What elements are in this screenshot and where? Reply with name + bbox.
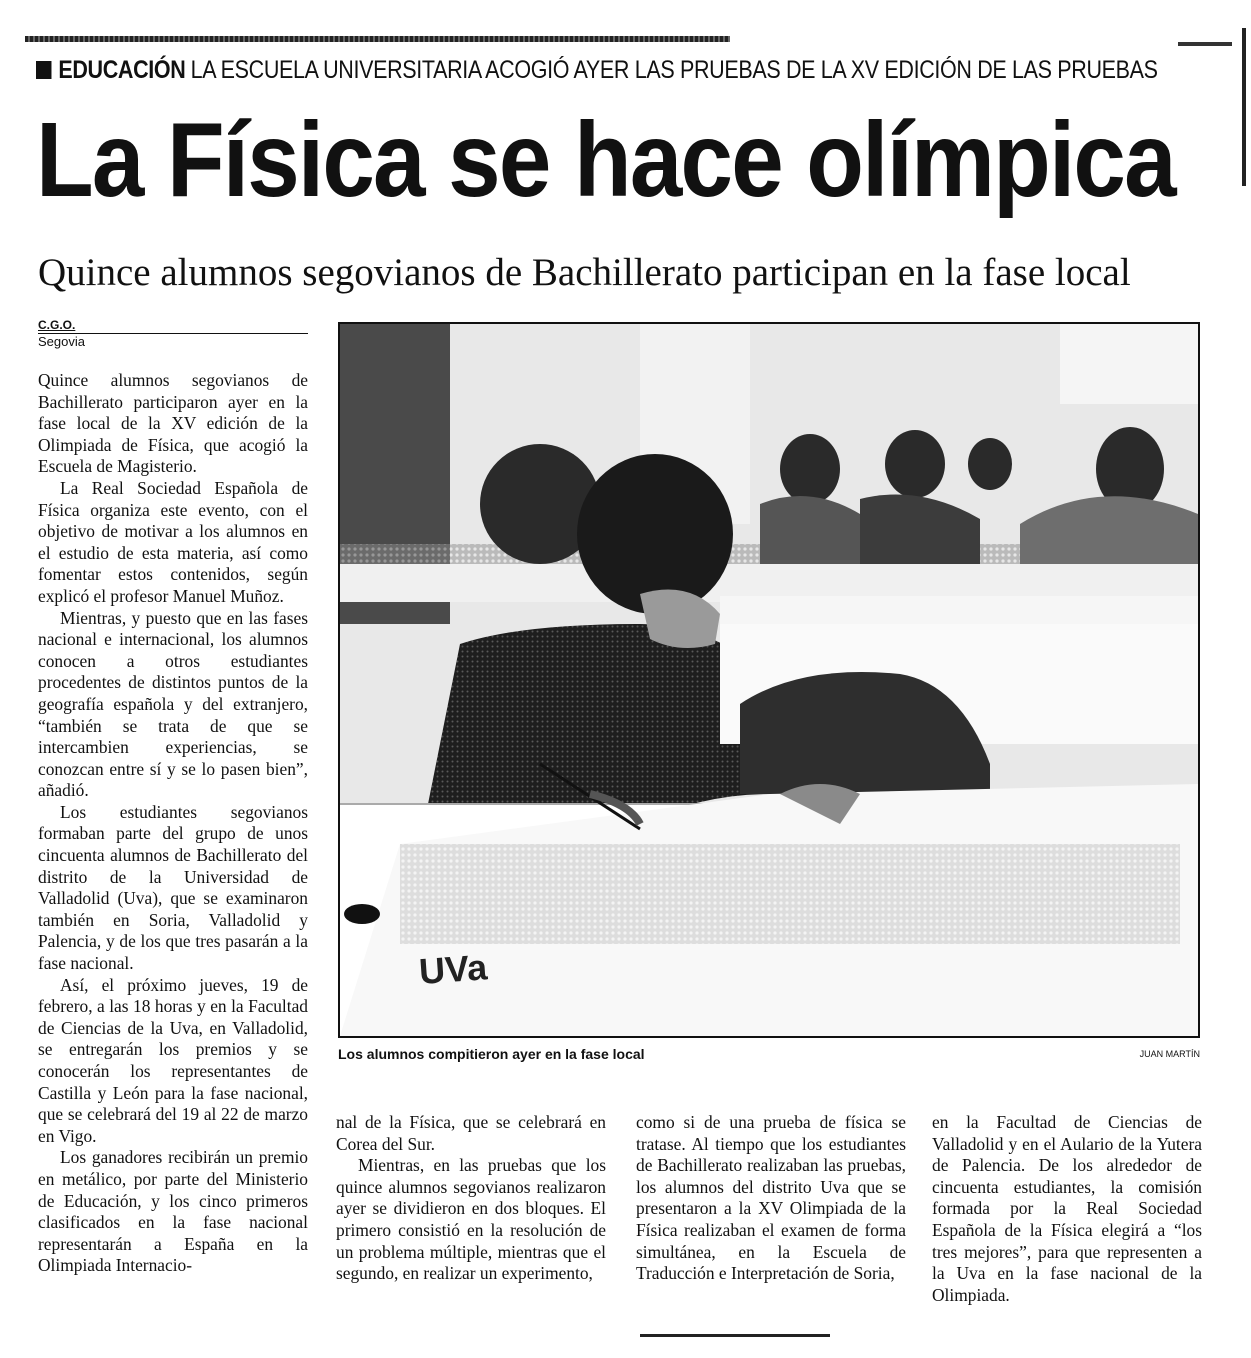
article-photo	[338, 322, 1200, 1038]
paragraph: La Real Sociedad Española de Física organiza este evento, con el objetivo de motivar a los alumnos en el estudio de esta materia, así como fomentar estos contenidos, según explicó el profesor Manuel Muñoz.	[38, 477, 308, 606]
photo-credit: JUAN MARTÍN	[1139, 1049, 1200, 1059]
top-rule-right	[1178, 42, 1232, 46]
byline	[38, 318, 308, 349]
paragraph: en la Facultad de Ciencias de Valladolid y en el Aulario de la Yutera de Palencia. De los alrededor de cincuenta estudiantes, la comisión formada por la Real Sociedad Española de la Física elegirá a “los tres mejores”, para que representen a la Uva en la fase nacional de la Olimpiada.	[932, 1112, 1202, 1305]
square-bullet-icon	[36, 61, 51, 79]
kicker	[36, 56, 1158, 85]
article-column-2	[336, 1112, 606, 1285]
headline: La Física se hace olímpica	[36, 101, 1175, 219]
article-column-3	[636, 1112, 906, 1285]
photo-caption-bar	[338, 1046, 1200, 1068]
paragraph: Mientras, y puesto que en las fases nacional e internacional, los alumnos conocen a otros estudiantes procedentes de distintos puntos de la geografía española y del extranjero, “también se trata de que se intercambien experiencias, se conozcan entre sí y se lo pasen bien”, añadió.	[38, 607, 308, 801]
page-edge	[1242, 28, 1246, 186]
photo-caption: Los alumnos compitieron ayer en la fase local	[338, 1046, 645, 1062]
article-column-4	[932, 1112, 1202, 1306]
paragraph: Mientras, en las pruebas que los quince alumnos segovianos realizaron ayer se dividieron en dos bloques. El primero consistió en la resolución de un problema múltiple, mientras que el segundo, en realizar un experimento,	[336, 1155, 606, 1284]
location: Segovia	[38, 333, 308, 349]
top-rule	[25, 36, 730, 42]
author: C.G.O.	[38, 318, 76, 332]
subheadline: Quince alumnos segovianos de Bachillerato participan en la fase local	[38, 251, 1131, 294]
paragraph: nal de la Física, que se celebrará en Corea del Sur.	[336, 1112, 606, 1154]
paragraph: Los ganadores recibirán un premio en metálico, por parte del Ministerio de Educación, y los cinco primeros clasificados en la fase nacional representarán a España en la Olimpiada Internacio-	[38, 1147, 308, 1276]
paragraph: Así, el próximo jueves, 19 de febrero, a las 18 horas y en la Facultad de Ciencias de la Uva, en Valladolid, se entregarán los premios y se conocerán los representantes de Castilla y León para la fase nacional, que se celebrará del 19 al 22 de marzo en Vigo.	[38, 974, 308, 1146]
article-column-1	[38, 370, 308, 1310]
section-label: EDUCACIÓN	[58, 56, 186, 84]
bottom-rule	[640, 1334, 830, 1337]
uva-logo: UVa	[417, 946, 489, 992]
paragraph: Quince alumnos segovianos de Bachillerato participaron ayer en la fase local de la XV edición de la Olimpiada de Física, que acogió la Escuela de Magisterio.	[38, 370, 308, 477]
paragraph: Los estudiantes segovianos formaban parte del grupo de unos cincuenta alumnos de Bachillerato del distrito de la Universidad de Valladolid (Uva), que se examinaron también en Soria, Valladolid y Palencia, y de los que tres pasarán a la fase nacional.	[38, 801, 308, 974]
paragraph: como si de una prueba de física se tratase. Al tiempo que los estudiantes de Bachillerato realizaban las pruebas, los alumnos del distrito Uva que se presentaron a la XV Olimpiada de la Física realizaban el examen de forma simultánea, en la Escuela de Traducción e Interpretación de Soria,	[636, 1112, 906, 1284]
kicker-text: LA ESCUELA UNIVERSITARIA ACOGIÓ AYER LAS PRUEBAS DE LA XV EDICIÓN DE LAS PRUEBAS	[190, 56, 1158, 84]
classroom-photo	[340, 324, 1198, 1036]
